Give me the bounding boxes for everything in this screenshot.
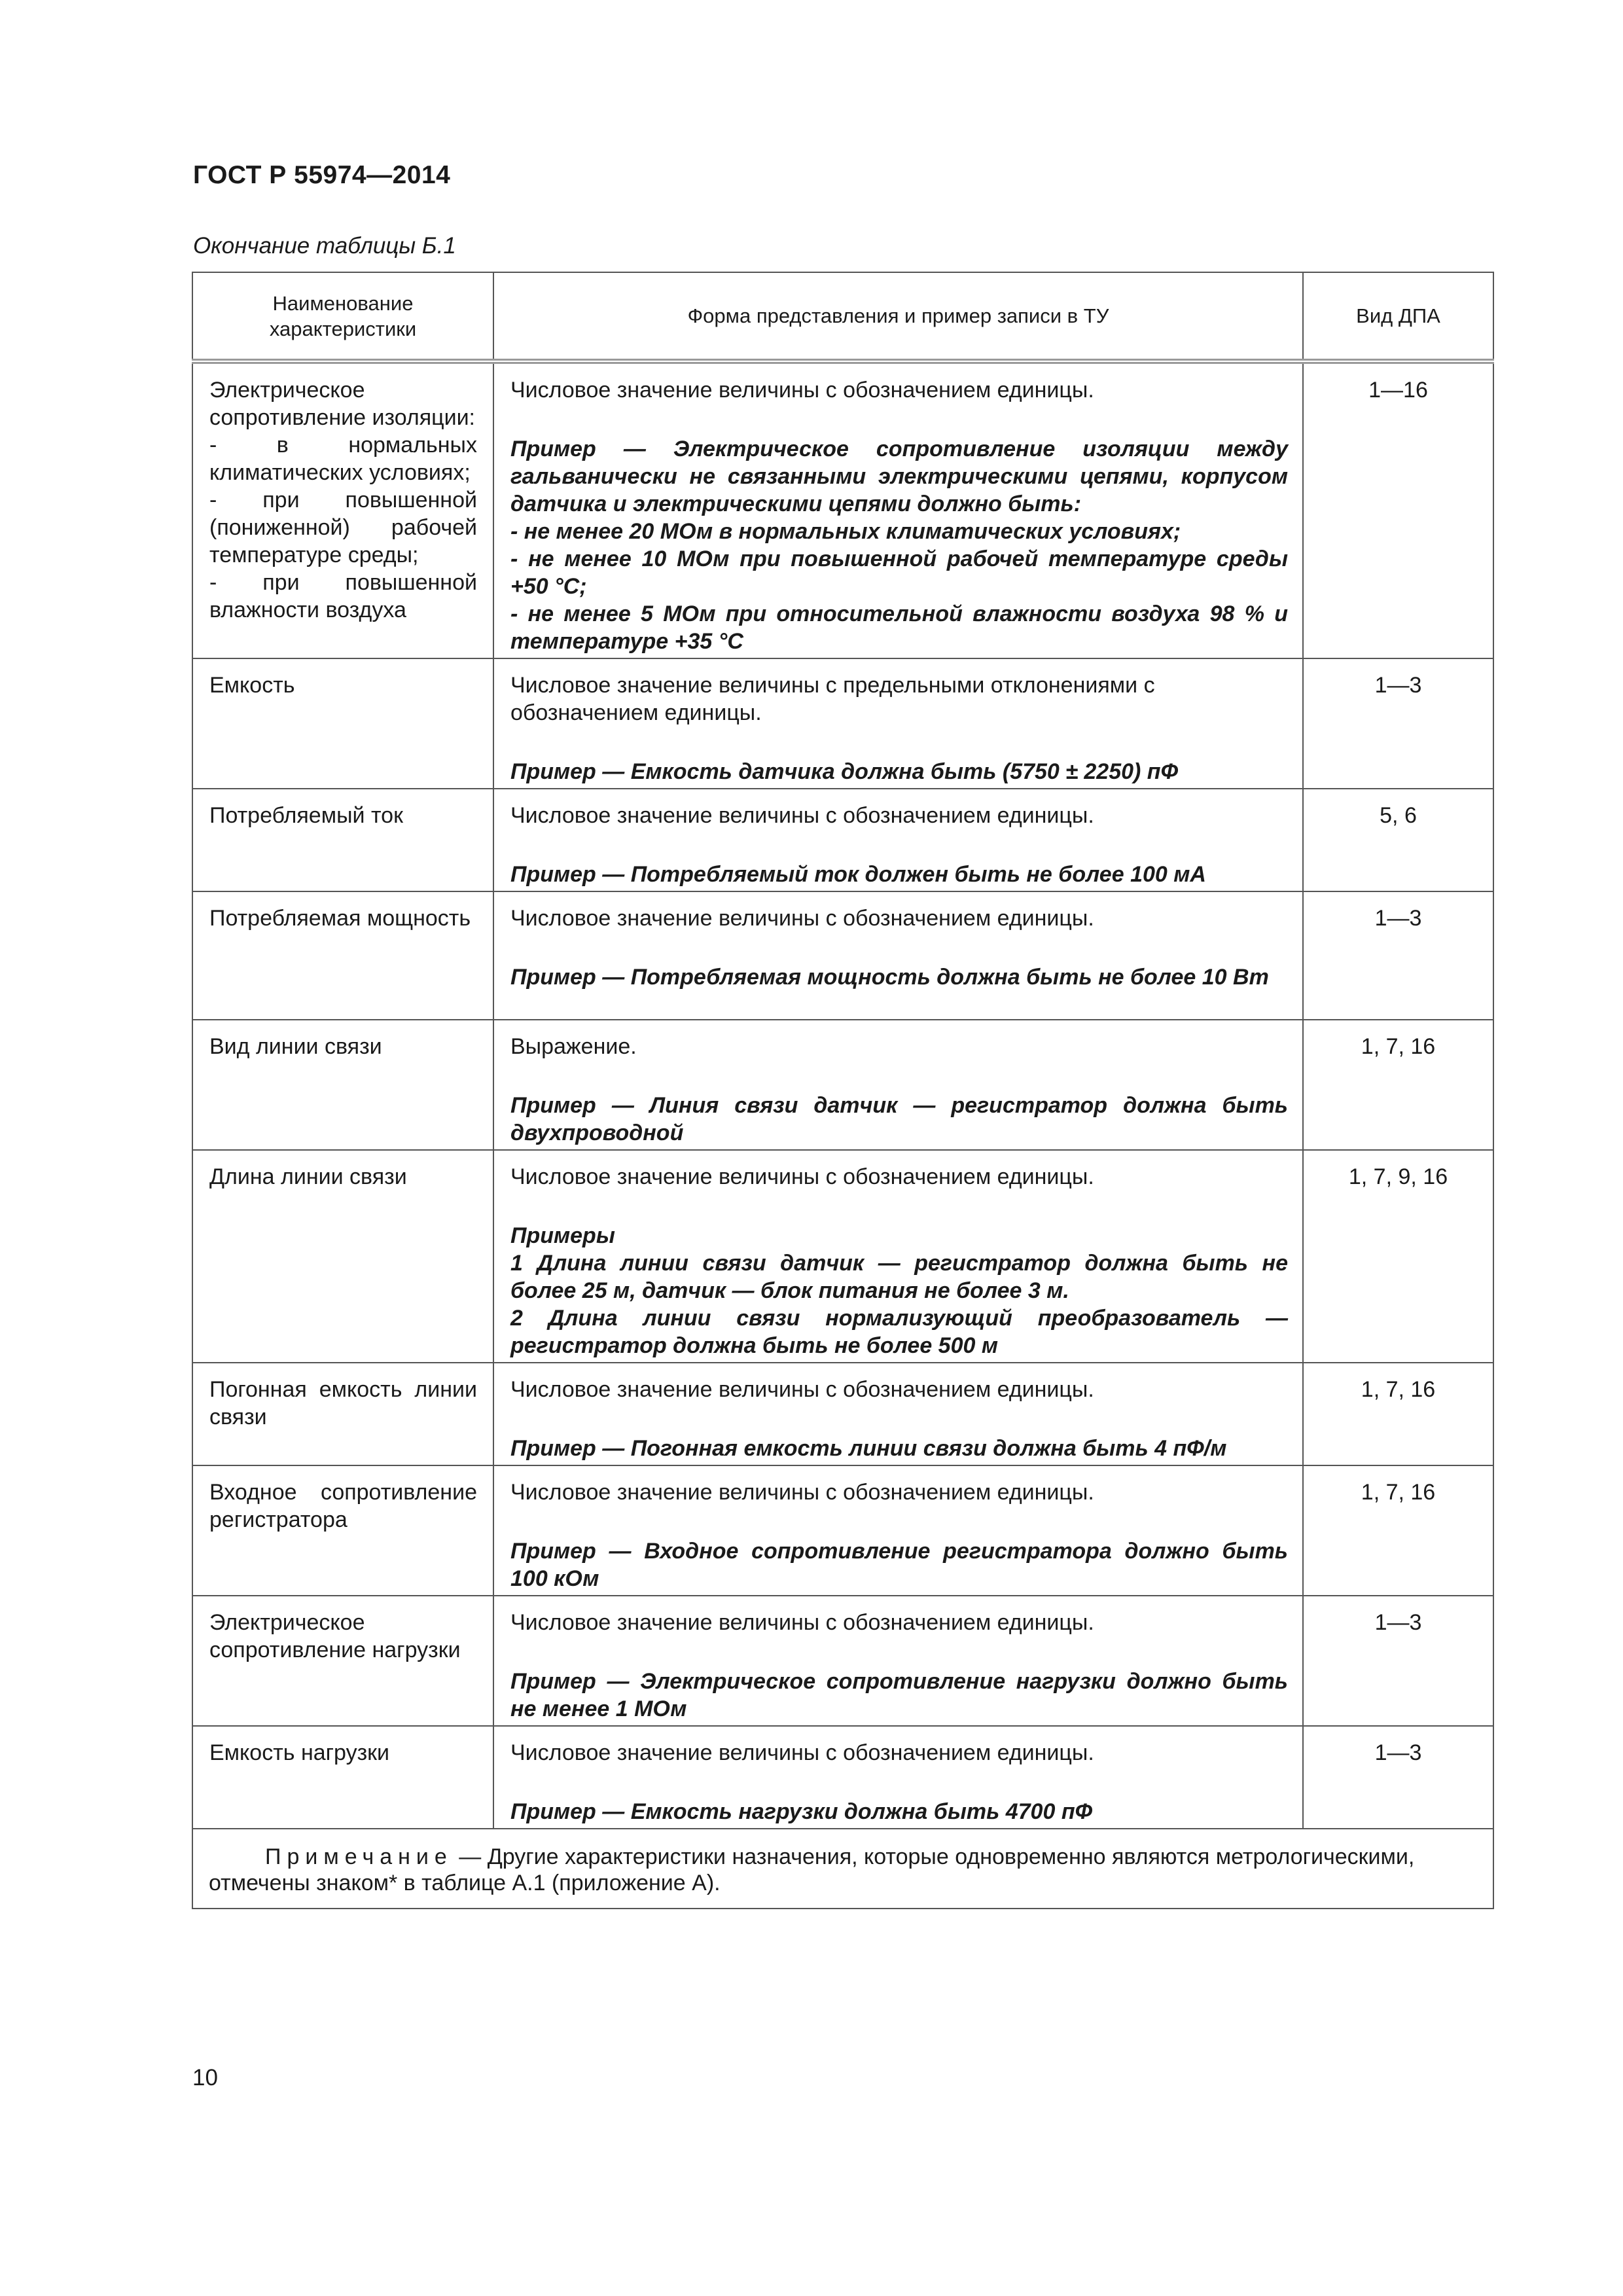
header-name: Наименование характеристики (192, 272, 493, 361)
row-example: Пример — Емкость датчика должна быть (5750 ± 2250) пФ (510, 759, 1179, 784)
row-form-cell (493, 361, 1303, 658)
row-form-cell (493, 1596, 1303, 1726)
row-characteristic-name: Потребляемый ток (192, 789, 493, 891)
row-form-text: Числовое значение величины с обозначением единицы. (510, 1480, 1094, 1505)
row-form-cell (493, 658, 1303, 789)
row-example: Примеры 1 Длина линии связи датчик — регистратор должна быть не более 25 м, датчик — блок питания не более 3 м. 2 Длина линии связи нормализующий преобразователь —регистратор должна быть не более 500 м (510, 1223, 1288, 1358)
row-form-cell (493, 1363, 1303, 1465)
row-dpa: 1—16 (1303, 361, 1493, 658)
header-form: Форма представления и пример записи в ТУ (493, 272, 1303, 361)
row-form-cell (493, 891, 1303, 1020)
row-form-text: Выражение. (510, 1034, 637, 1059)
note-text: — Другие характеристики назначения, которые одновременно являются метрологическими, отмечены знаком* в таблице А.1 (приложение А). (209, 1844, 1415, 1895)
row-form-cell (493, 1465, 1303, 1596)
characteristics-table (192, 272, 1494, 1909)
row-example: Пример — Электрическое сопротивление изоляции между гальванически не связанными электрическими цепями, корпусом датчика и электрическими цепями должно быть: - не менее 20 МОм в нормальных климатических условиях; - не менее 10 МОм при повышенной рабочей температуре среды +50 °С; - не менее 5 МОм при относительной влажности воздуха 98 % и температуре +35 °С (510, 437, 1288, 654)
row-form-text: Числовое значение величины с предельными отклонениями с обозначением единицы. (510, 673, 1155, 725)
table-header-row (192, 272, 1493, 361)
header-dpa: Вид ДПА (1303, 272, 1493, 361)
row-characteristic-name: Электрическое сопротивление изоляции: - в нормальных климатических условиях; - при повышенной (пониженной) рабочей температуре среды; - при повышенной влажности воздуха (192, 361, 493, 658)
row-characteristic-name: Электрическое сопротивление нагрузки (192, 1596, 493, 1726)
note-row (192, 1829, 1493, 1909)
row-form-cell (493, 1150, 1303, 1363)
table-row (192, 789, 1493, 891)
row-characteristic-name: Длина линии связи (192, 1150, 493, 1363)
row-dpa: 1—3 (1303, 1726, 1493, 1829)
row-form-text: Числовое значение величины с обозначением единицы. (510, 1164, 1094, 1189)
row-example: Пример — Емкость нагрузки должна быть 4700 пФ (510, 1799, 1093, 1824)
page-number: 10 (192, 2065, 218, 2090)
row-form-text: Числовое значение величины с обозначением единицы. (510, 1610, 1094, 1635)
row-dpa: 1—3 (1303, 658, 1493, 789)
document-code: ГОСТ Р 55974—2014 (193, 161, 451, 189)
row-dpa: 1, 7, 16 (1303, 1363, 1493, 1465)
table-note (192, 1829, 1493, 1909)
row-form-cell (493, 1020, 1303, 1150)
row-characteristic-name: Погонная емкость линии связи (192, 1363, 493, 1465)
row-form-text: Числовое значение величины с обозначением единицы. (510, 1377, 1094, 1402)
table-row (192, 1363, 1493, 1465)
table-row (192, 1726, 1493, 1829)
table-row (192, 1465, 1493, 1596)
row-form-text: Числовое значение величины с обозначением единицы. (510, 803, 1094, 828)
table-body (192, 361, 1493, 1829)
table-row (192, 361, 1493, 658)
row-dpa: 1—3 (1303, 1596, 1493, 1726)
table-row (192, 891, 1493, 1020)
row-dpa: 1, 7, 16 (1303, 1465, 1493, 1596)
table-row (192, 1150, 1493, 1363)
row-characteristic-name: Потребляемая мощность (192, 891, 493, 1020)
row-dpa: 1, 7, 9, 16 (1303, 1150, 1493, 1363)
row-dpa: 1, 7, 16 (1303, 1020, 1493, 1150)
row-example: Пример — Потребляемый ток должен быть не более 100 мА (510, 862, 1206, 887)
row-example: Пример — Линия связи датчик — регистратор должна быть двухпроводной (510, 1093, 1288, 1145)
row-characteristic-name: Емкость (192, 658, 493, 789)
row-characteristic-name: Входное сопротивление регистратора (192, 1465, 493, 1596)
table-caption: Окончание таблицы Б.1 (193, 233, 456, 259)
row-characteristic-name: Емкость нагрузки (192, 1726, 493, 1829)
table-row (192, 1020, 1493, 1150)
row-form-text: Числовое значение величины с обозначением единицы. (510, 378, 1094, 403)
row-form-text: Числовое значение величины с обозначением единицы. (510, 906, 1094, 931)
row-characteristic-name: Вид линии связи (192, 1020, 493, 1150)
note-label: Примечание (265, 1844, 453, 1869)
row-form-text: Числовое значение величины с обозначением единицы. (510, 1740, 1094, 1765)
row-example: Пример — Погонная емкость линии связи должна быть 4 пФ/м (510, 1436, 1227, 1461)
row-dpa: 5, 6 (1303, 789, 1493, 891)
row-example: Пример — Потребляемая мощность должна быть не более 10 Вт (510, 965, 1269, 990)
row-example: Пример — Электрическое сопротивление нагрузки должно быть не менее 1 МОм (510, 1669, 1288, 1721)
row-form-cell (493, 1726, 1303, 1829)
row-dpa: 1—3 (1303, 891, 1493, 1020)
table-row (192, 1596, 1493, 1726)
row-form-cell (493, 789, 1303, 891)
table-row (192, 658, 1493, 789)
row-example: Пример — Входное сопротивление регистратора должно быть 100 кОм (510, 1539, 1288, 1591)
